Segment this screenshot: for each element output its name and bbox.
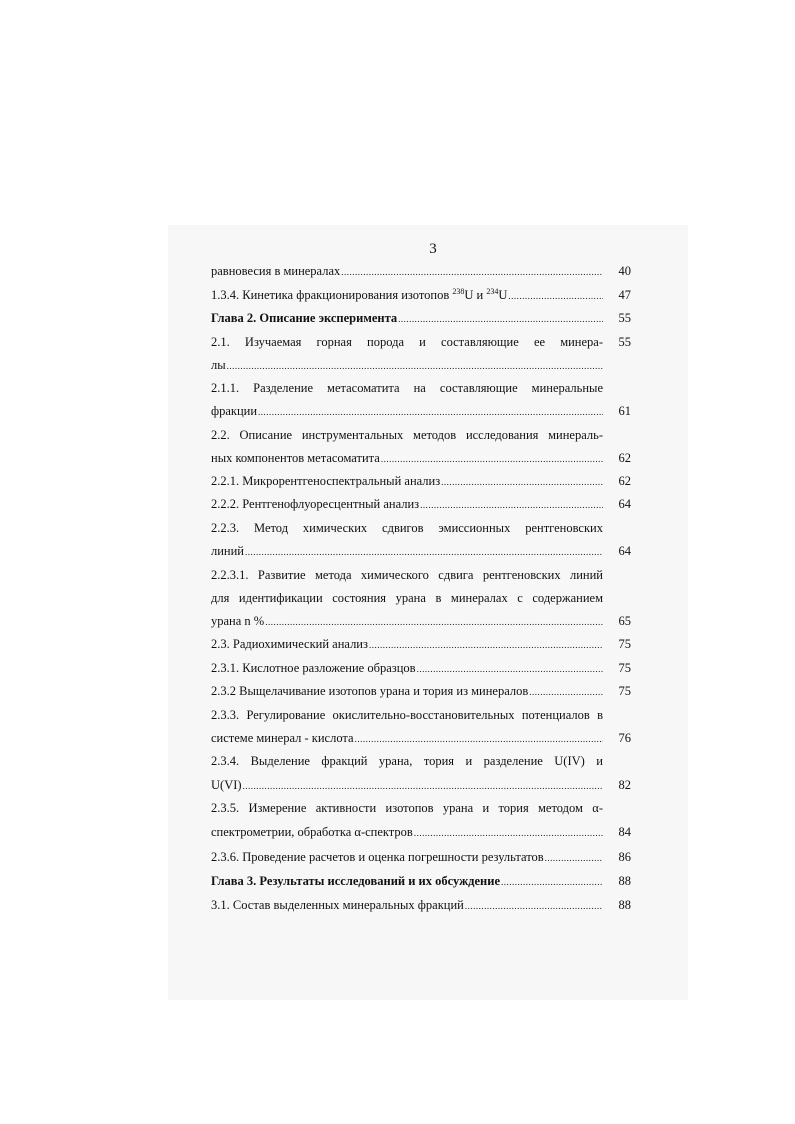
toc-entry-text: урана n % xyxy=(211,614,265,628)
toc-leader-dots xyxy=(501,872,603,891)
toc-leader-dots xyxy=(508,286,603,305)
toc-entry-continuation[interactable] xyxy=(211,588,631,608)
toc-entry[interactable] xyxy=(211,471,631,491)
toc-entry-continuation[interactable] xyxy=(211,775,631,795)
toc-entry-line: 2.2. Описание инструментальных методов исследования минераль- xyxy=(211,428,603,442)
toc-entry[interactable] xyxy=(211,798,631,818)
toc-entry[interactable] xyxy=(211,285,631,305)
toc-page-number: 84 xyxy=(618,825,631,839)
toc-leader-dots xyxy=(243,776,603,795)
toc-leader-dots xyxy=(227,356,603,375)
toc-entry[interactable] xyxy=(211,705,631,725)
toc-entry[interactable] xyxy=(211,378,631,398)
toc-entry-line: 2.2.3.1. Развитие метода химического сдвига рентгеновских линий xyxy=(211,568,603,582)
toc-page-number: 40 xyxy=(618,264,631,278)
toc-page-number: 61 xyxy=(618,404,631,418)
toc-entry-line: 2.3.3. Регулирование окислительно-восстановительных потенциалов в xyxy=(211,708,603,722)
toc-entry-text: 2.3.6. Проведение расчетов и оценка погрешности результатов xyxy=(211,850,544,864)
toc-leader-dots xyxy=(381,449,603,468)
toc-leader-dots xyxy=(414,823,603,842)
toc-entry[interactable] xyxy=(211,261,631,281)
toc-entry-continuation[interactable] xyxy=(211,401,631,421)
toc-entry-text: 2.3.2 Выщелачивание изотопов урана и тория из минералов xyxy=(211,684,529,698)
toc-chapter-entry[interactable] xyxy=(211,308,631,328)
toc-entry-text: ных компонентов метасоматита xyxy=(211,451,380,465)
toc-entry-text: системе минерал - кислота xyxy=(211,731,354,745)
toc-page-number: 47 xyxy=(618,288,631,302)
toc-entry-line: 2.1.1. Разделение метасоматита на составляющие минеральные xyxy=(211,381,603,395)
toc-entry-text: Глава 3. Результаты исследований и их обсуждение xyxy=(211,874,500,888)
toc-entry-text: U(VI) xyxy=(211,778,242,792)
toc-page-number: 88 xyxy=(618,874,631,888)
toc-page-number: 88 xyxy=(618,898,631,912)
toc-page-number: 65 xyxy=(618,614,631,628)
toc-entry[interactable] xyxy=(211,895,631,915)
toc-entry[interactable] xyxy=(211,332,631,352)
toc-entry-text: линий xyxy=(211,544,244,558)
toc-entry[interactable] xyxy=(211,681,631,701)
toc-page-number: 75 xyxy=(618,684,631,698)
toc-entry[interactable] xyxy=(211,518,631,538)
toc-page-number: 76 xyxy=(618,731,631,745)
toc-entry[interactable] xyxy=(211,425,631,445)
toc-entry-line: для идентификации состояния урана в минералах с содержанием xyxy=(211,591,603,605)
toc-leader-dots xyxy=(441,472,603,491)
toc-leader-dots xyxy=(258,402,603,421)
toc-leader-dots xyxy=(420,495,603,514)
page-number: 3 xyxy=(429,241,437,257)
toc-entry[interactable] xyxy=(211,847,631,867)
toc-leader-dots xyxy=(355,729,603,748)
toc-leader-dots xyxy=(465,896,603,915)
toc-entry[interactable] xyxy=(211,751,631,771)
toc-leader-dots xyxy=(417,659,603,678)
toc-entry-text: 2.2.2. Рентгенофлуоресцентный анализ xyxy=(211,497,420,511)
toc-entry-continuation[interactable] xyxy=(211,822,631,842)
toc-leader-dots xyxy=(369,635,603,654)
toc-page-number: 55 xyxy=(618,311,631,325)
toc-entry-line: 2.3.4. Выделение фракций урана, тория и разделение U(IV) и xyxy=(211,754,603,768)
toc-entry-continuation[interactable] xyxy=(211,611,631,631)
toc-entry-text: 2.3.1. Кислотное разложение образцов xyxy=(211,661,416,675)
toc-leader-dots xyxy=(545,848,603,867)
toc-entry-continuation[interactable] xyxy=(211,541,631,561)
toc-leader-dots xyxy=(529,682,603,701)
toc-entry[interactable] xyxy=(211,565,631,585)
toc-entry-text: 3.1. Состав выделенных минеральных фракций xyxy=(211,898,464,912)
toc-entry-line: 2.3.5. Измерение активности изотопов урана и тория методом α- xyxy=(211,801,603,815)
toc-page-number: 75 xyxy=(618,661,631,675)
toc-page-number: 62 xyxy=(618,474,631,488)
toc-leader-dots xyxy=(245,542,603,561)
toc-entry-continuation[interactable] xyxy=(211,448,631,468)
toc-entry-text: Глава 2. Описание эксперимента xyxy=(211,311,398,325)
toc-entry-text: 2.2.1. Микрорентгеноспектральный анализ xyxy=(211,474,441,488)
toc-entry[interactable] xyxy=(211,634,631,654)
toc-leader-dots xyxy=(341,262,603,281)
toc-page-number: 82 xyxy=(618,778,631,792)
toc-entry-line: 2.1. Изучаемая горная порода и составляющие ее минера- xyxy=(211,335,603,349)
toc-page-number: 64 xyxy=(618,544,631,558)
toc-page-number: 64 xyxy=(618,497,631,511)
toc-entry[interactable] xyxy=(211,658,631,678)
toc-entry-text: 1.3.4. Кинетика фракционирования изотопов $^{238}$U и $^{234}$U xyxy=(211,287,508,302)
toc-entry-continuation[interactable] xyxy=(211,355,631,375)
toc-entry-line: 2.2.3. Метод химических сдвигов эмиссионных рентгеновских xyxy=(211,521,603,535)
toc-entry-continuation[interactable] xyxy=(211,728,631,748)
toc-page-number: 62 xyxy=(618,451,631,465)
toc-entry[interactable] xyxy=(211,494,631,514)
toc-entry-text: фракции xyxy=(211,404,258,418)
toc-page-number: 55 xyxy=(618,335,631,349)
toc-entry-text: 2.3. Радиохимический анализ xyxy=(211,637,368,651)
toc-leader-dots xyxy=(265,612,603,631)
toc-entry-text: спектрометрии, обработка α-спектров xyxy=(211,825,413,839)
toc-entry-text: равновесия в минералах xyxy=(211,264,341,278)
toc-leader-dots xyxy=(398,309,603,328)
toc-page-number: 86 xyxy=(618,850,631,864)
toc-page-number: 75 xyxy=(618,637,631,651)
toc-chapter-entry[interactable] xyxy=(211,871,631,891)
toc-entry-text: лы xyxy=(211,358,226,372)
